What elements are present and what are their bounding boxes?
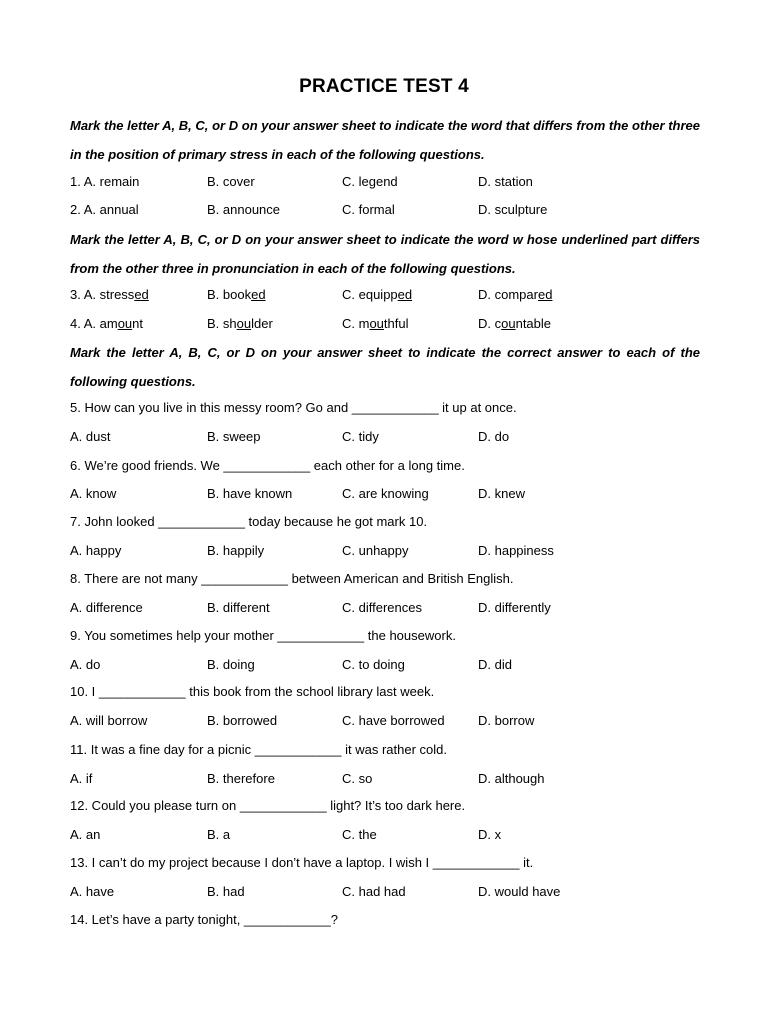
question-stem: 8. There are not many ____________ between American and British English.: [70, 571, 514, 586]
answer-option[interactable]: [70, 174, 139, 189]
question-stem: 12. Could you please turn on ____________ light? It’s too dark here.: [70, 798, 466, 813]
question-stem: 10. I ____________ this book from the school library last week.: [70, 684, 435, 699]
answer-option[interactable]: [70, 713, 147, 728]
underlined-letters: ed: [397, 287, 413, 302]
option-text: D. borrow: [478, 713, 535, 728]
option-text: A. will borrow: [70, 713, 148, 728]
option-text: 2. A. annual: [70, 202, 139, 217]
option-text: C. tidy: [342, 429, 379, 444]
answer-options: [70, 287, 710, 305]
answer-option[interactable]: [342, 543, 409, 558]
answer-options: [70, 202, 710, 220]
answer-option[interactable]: [478, 771, 545, 786]
question-stem: 9. You sometimes help your mother ____________ the housework.: [70, 628, 456, 643]
answer-option[interactable]: [207, 486, 292, 501]
answer-option[interactable]: [342, 486, 429, 501]
answer-options: [70, 543, 710, 561]
option-text: C. so: [342, 771, 373, 786]
option-text: D. station: [478, 174, 533, 189]
option-text: 1. A. remain: [70, 174, 140, 189]
option-text: A. an: [70, 827, 101, 842]
option-text: A. have: [70, 884, 115, 899]
option-text: A. dust: [70, 429, 111, 444]
option-text: C. have borrowed: [342, 713, 445, 728]
option-text: A. if: [70, 771, 93, 786]
answer-option[interactable]: [207, 713, 277, 728]
option-text: A. difference: [70, 600, 143, 615]
answer-option[interactable]: [478, 202, 547, 217]
answer-option[interactable]: [478, 486, 525, 501]
answer-option[interactable]: [70, 827, 100, 842]
question-stem: 11. It was a fine day for a picnic ____________ it was rather cold.: [70, 742, 447, 757]
underlined-letters: ou: [501, 316, 516, 331]
answer-options: [70, 174, 710, 192]
option-text: lder: [251, 316, 273, 331]
option-text: D. differently: [478, 600, 551, 615]
option-text: B. announce: [207, 202, 281, 217]
answer-option[interactable]: [478, 543, 554, 558]
underlined-letters: ed: [134, 287, 149, 302]
answer-option[interactable]: [70, 657, 100, 672]
option-text: D. knew: [478, 486, 525, 501]
question-stem: 7. John looked ____________ today because he got mark 10.: [70, 514, 428, 529]
option-text: A. do: [70, 657, 101, 672]
option-text: ntable: [515, 316, 552, 331]
question-stem: 6. We’re good friends. We ____________ each other for a long time.: [70, 458, 465, 473]
answer-options: [70, 713, 710, 731]
answer-option[interactable]: [207, 600, 270, 615]
option-text: B. sh: [207, 316, 237, 331]
option-text: B. had: [207, 884, 245, 899]
option-text: B. cover: [207, 174, 255, 189]
option-text: C. formal: [342, 202, 395, 217]
answer-option[interactable]: [478, 827, 501, 842]
section-instruction: Mark the letter A, B, C, or D on your answer sheet to indicate the correct answer to each of the following questions.: [70, 345, 700, 389]
answer-option[interactable]: [478, 600, 551, 615]
option-text: C. to doing: [342, 657, 405, 672]
answer-option[interactable]: [207, 884, 245, 899]
option-text: C. m: [342, 316, 370, 331]
option-text: 4. A. am: [70, 316, 118, 331]
answer-option[interactable]: [342, 600, 422, 615]
answer-option[interactable]: [342, 174, 398, 189]
answer-option[interactable]: [478, 316, 551, 331]
answer-options: [70, 884, 710, 902]
underlined-letters: ou: [117, 316, 133, 331]
section-instruction: Mark the letter A, B, C, or D on your answer sheet to indicate the word that differs from the other three in the position of primary stress in each of the following questions.: [70, 118, 700, 162]
option-text: B. therefore: [207, 771, 275, 786]
option-text: D. did: [478, 657, 512, 672]
option-text: D. do: [478, 429, 510, 444]
option-text: D. although: [478, 771, 545, 786]
answer-option[interactable]: [478, 287, 552, 302]
option-text: C. unhappy: [342, 543, 409, 558]
option-text: B. book: [207, 287, 252, 302]
underlined-letters: ou: [236, 316, 252, 331]
answer-options: [70, 827, 710, 845]
page-title: PRACTICE TEST 4: [299, 76, 469, 97]
option-text: D. c: [478, 316, 502, 331]
option-text: A. happy: [70, 543, 122, 558]
answer-option[interactable]: [207, 202, 280, 217]
answer-option[interactable]: [70, 316, 143, 331]
option-text: B. doing: [207, 657, 255, 672]
option-text: B. have known: [207, 486, 293, 501]
answer-option[interactable]: [70, 771, 92, 786]
answer-option[interactable]: [478, 174, 533, 189]
option-text: thful: [383, 316, 409, 331]
answer-option[interactable]: [70, 884, 114, 899]
option-text: D. x: [478, 827, 502, 842]
underlined-letters: ed: [251, 287, 266, 302]
option-text: C. legend: [342, 174, 398, 189]
answer-option[interactable]: [478, 429, 509, 444]
option-text: B. a: [207, 827, 231, 842]
option-text: C. the: [342, 827, 377, 842]
option-text: C. had had: [342, 884, 406, 899]
underlined-letters: ou: [369, 316, 384, 331]
underlined-letters: ed: [537, 287, 553, 302]
option-text: C. differences: [342, 600, 422, 615]
answer-options: [70, 429, 710, 447]
answer-option[interactable]: [207, 429, 260, 444]
answer-option[interactable]: [70, 429, 110, 444]
answer-option[interactable]: [207, 174, 255, 189]
answer-options: [70, 486, 710, 504]
option-text: D. would have: [478, 884, 561, 899]
answer-option[interactable]: [207, 543, 264, 558]
option-text: B. sweep: [207, 429, 261, 444]
answer-option[interactable]: [342, 827, 377, 842]
option-text: B. borrowed: [207, 713, 278, 728]
answer-options: [70, 657, 710, 675]
answer-option[interactable]: [478, 657, 512, 672]
question-stem: 5. How can you live in this messy room? Go and ____________ it up at once.: [70, 400, 517, 415]
answer-option[interactable]: [342, 316, 409, 331]
answer-options: [70, 600, 710, 618]
answer-option[interactable]: [342, 287, 412, 302]
answer-option[interactable]: [70, 600, 143, 615]
answer-option[interactable]: [70, 486, 116, 501]
answer-option[interactable]: [207, 657, 255, 672]
answer-options: [70, 771, 710, 789]
answer-option[interactable]: [342, 202, 395, 217]
answer-option[interactable]: [70, 543, 121, 558]
option-text: nt: [132, 316, 144, 331]
section-instruction: Mark the letter A, B, C, or D on your answer sheet to indicate the word w hose underlined part differs from the other three in pronunciation in each of the following questions.: [70, 232, 700, 276]
question-stem: 14. Let’s have a party tonight, ____________?: [70, 912, 338, 927]
answer-option[interactable]: [70, 287, 149, 302]
answer-options: [70, 316, 710, 334]
option-text: D. happiness: [478, 543, 554, 558]
answer-option[interactable]: [207, 827, 230, 842]
option-text: C. are knowing: [342, 486, 429, 501]
answer-option[interactable]: [478, 884, 560, 899]
option-text: B. different: [207, 600, 270, 615]
answer-option[interactable]: [342, 429, 379, 444]
option-text: B. happily: [207, 543, 265, 558]
option-text: 3. A. stress: [70, 287, 135, 302]
answer-option[interactable]: [342, 884, 406, 899]
answer-option[interactable]: [70, 202, 139, 217]
answer-option[interactable]: [478, 713, 534, 728]
question-stem: 13. I can’t do my project because I don’t have a laptop. I wish I ____________ it.: [70, 855, 534, 870]
option-text: D. compar: [478, 287, 538, 302]
option-text: A. know: [70, 486, 117, 501]
answer-option[interactable]: [342, 713, 445, 728]
answer-option[interactable]: [207, 287, 266, 302]
answer-option[interactable]: [207, 771, 275, 786]
answer-option[interactable]: [207, 316, 273, 331]
answer-option[interactable]: [342, 771, 372, 786]
option-text: C. equipp: [342, 287, 398, 302]
option-text: D. sculpture: [478, 202, 548, 217]
answer-option[interactable]: [342, 657, 405, 672]
